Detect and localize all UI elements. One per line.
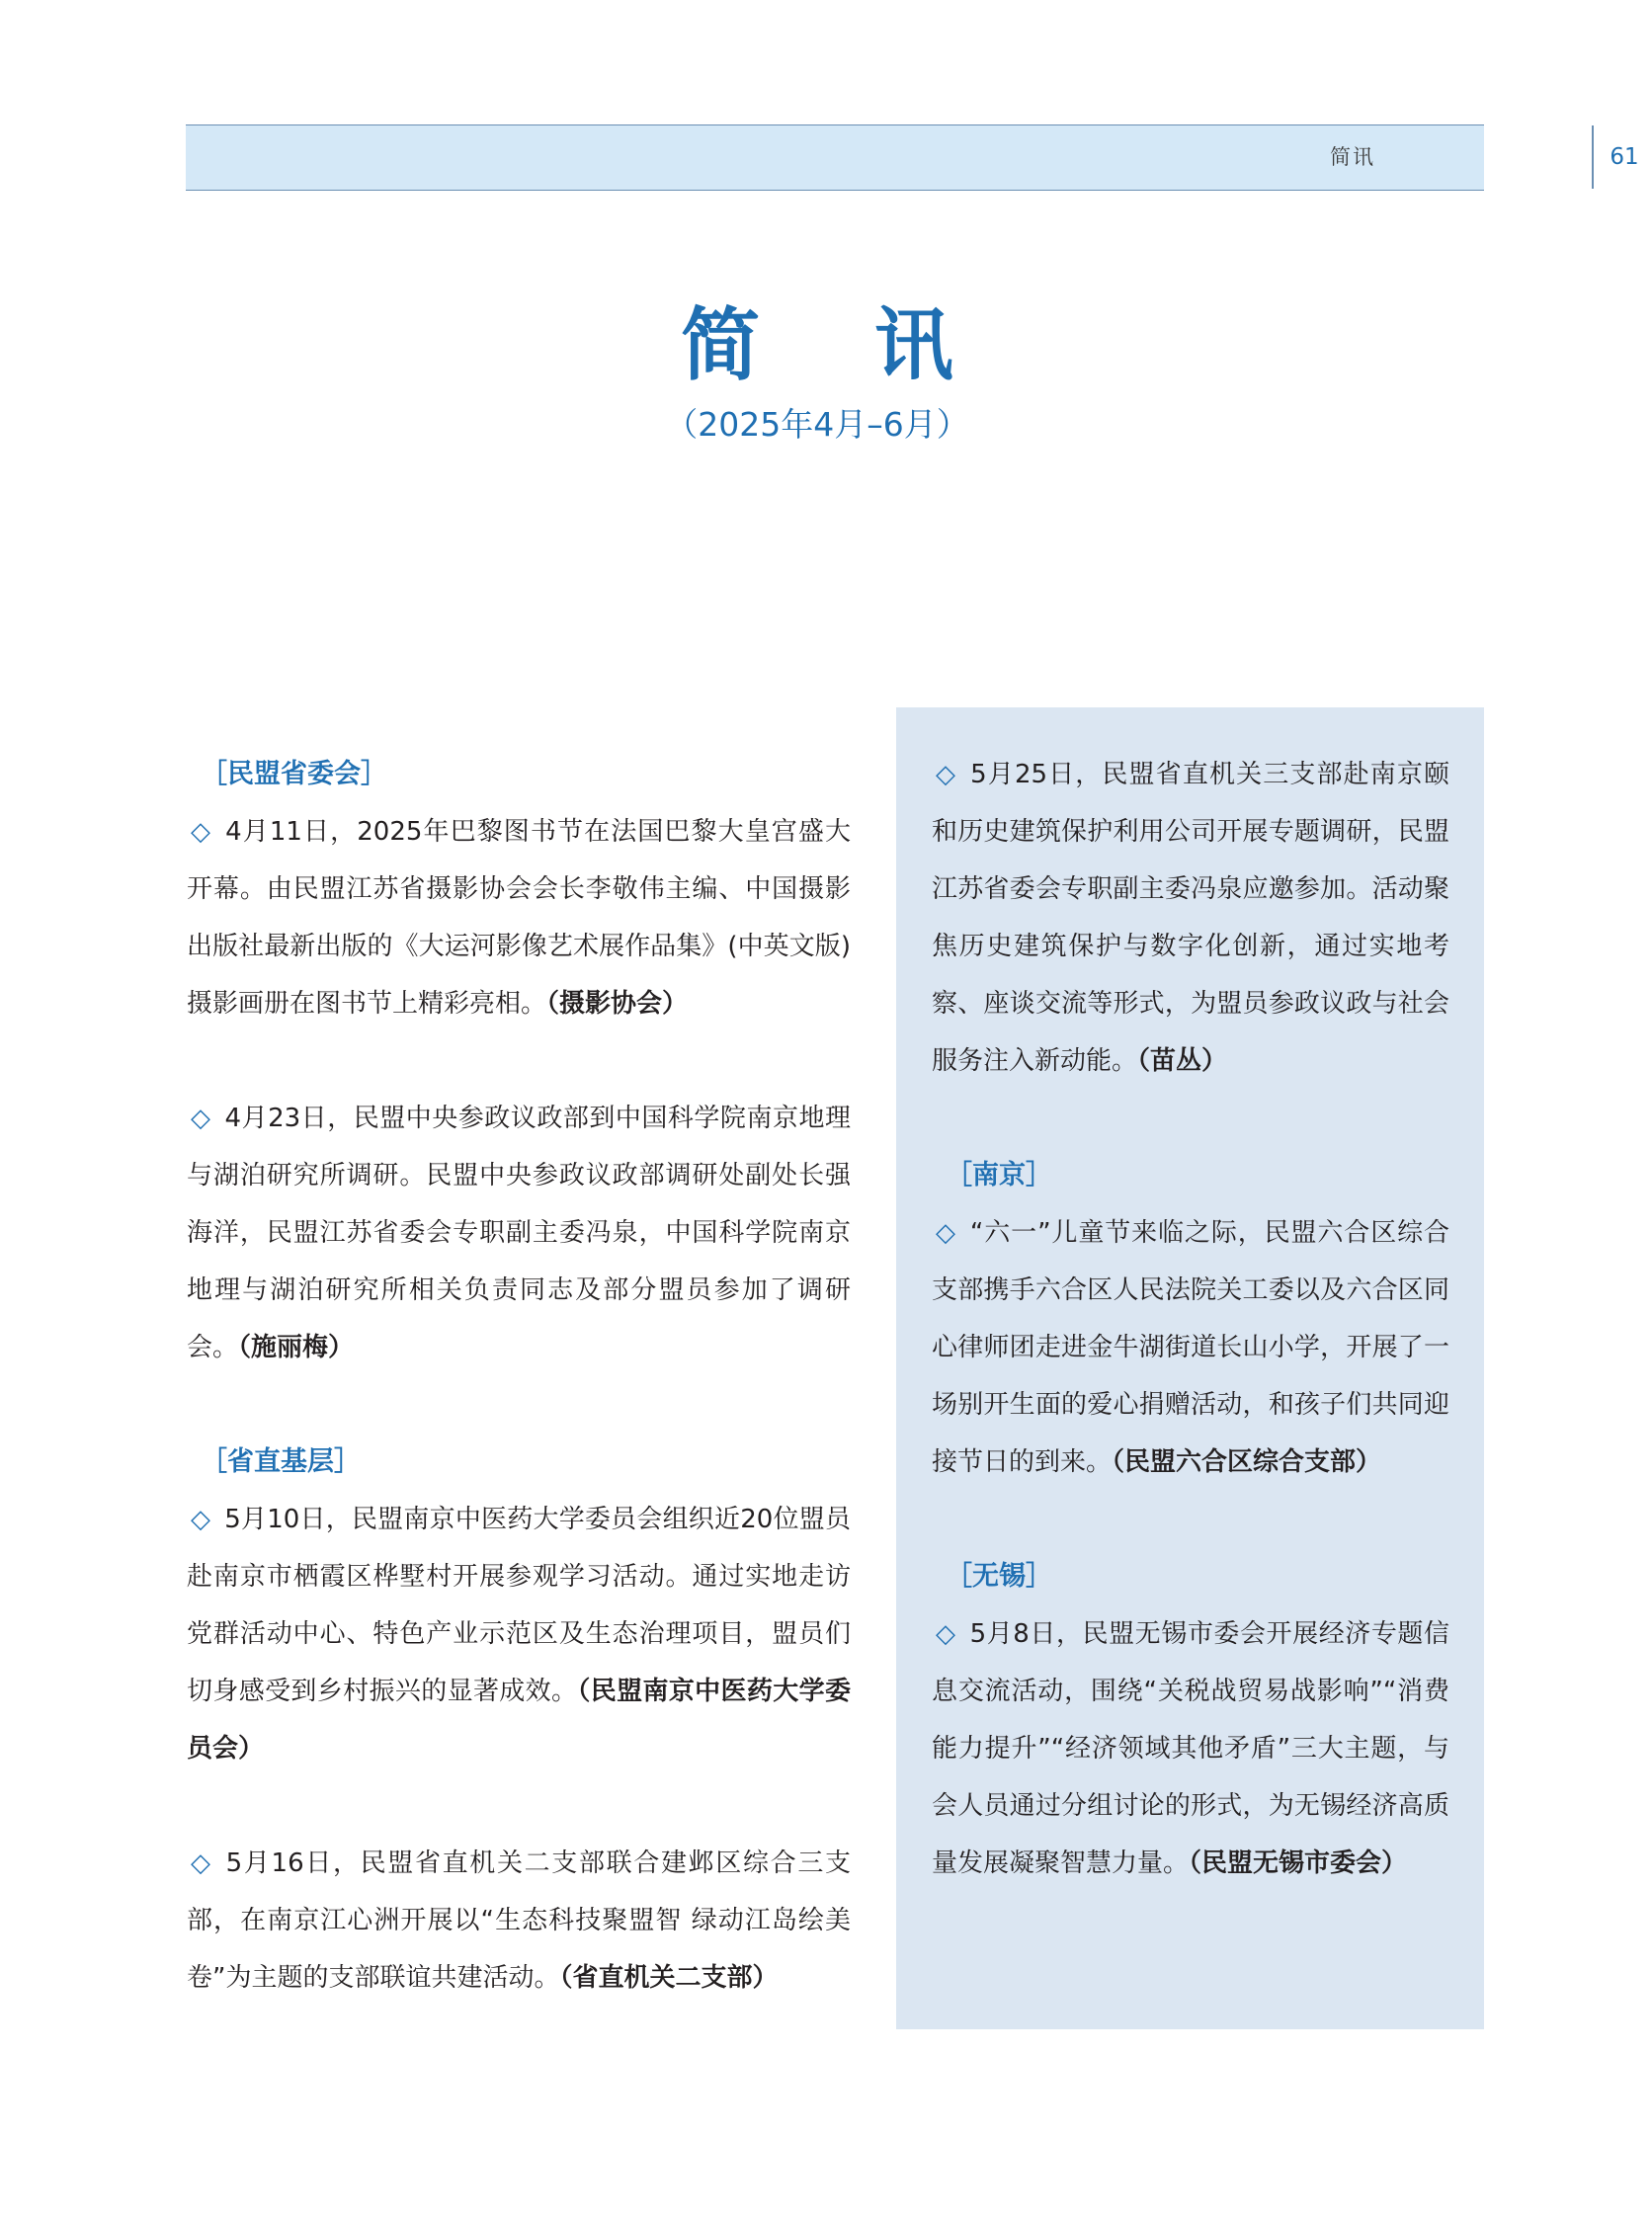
news-item-text: 5月8日，民盟无锡市委会开展经济专题信息交流活动，围绕“关税战贸易战影响”“消费能力提升”“经济领域其他矛盾”三大主题，与会人员通过分组讨论的形式，为无锡经济高质量发展凝聚智慧力量。 [932, 1619, 1449, 1878]
header-section-title: 简讯 [1330, 145, 1375, 169]
news-item [187, 803, 851, 1032]
section-heading: ［民盟省委会］ [201, 759, 387, 789]
news-item [187, 1090, 851, 1376]
running-header [186, 124, 1639, 191]
news-item [187, 1491, 851, 1777]
diamond-bullet-icon: ◇ [191, 817, 212, 847]
news-item-source: （民盟无锡市委会） [1189, 1848, 1408, 1878]
news-item-text: 5月10日，民盟南京中医药大学委员会组织近20位盟员赴南京市栖霞区桦墅村开展参观学习活动。通过实地走访党群活动中心、特色产业示范区及生态治理项目，盟员们切身感受到乡村振兴的显著成效。 [187, 1505, 851, 1706]
news-item [932, 1605, 1449, 1892]
diamond-bullet-icon: ◇ [191, 1104, 211, 1133]
diamond-bullet-icon: ◇ [936, 1218, 956, 1248]
header-divider [1592, 125, 1594, 189]
section-heading: ［南京］ [946, 1160, 1052, 1191]
news-item-text: 5月16日，民盟省直机关二支部联合建邺区综合三支部，在南京江心洲开展以“生态科技聚盟智 绿动江岛绘美卷”为主题的支部联谊共建活动。 [187, 1848, 851, 1993]
left-column [187, 746, 851, 2007]
news-item-source: （民盟六合区综合支部） [1112, 1447, 1382, 1477]
news-item-source: （省直机关二支部） [559, 1963, 779, 1993]
news-item-source: （苗丛） [1137, 1046, 1228, 1076]
news-item-source: （摄影协会） [546, 989, 689, 1019]
news-item-source: （民盟南京中医药大学委员会） [187, 1677, 851, 1764]
news-item-text: 5月25日，民盟省直机关三支部赴南京颐和历史建筑保护利用公司开展专题调研，民盟江苏省委会专职副主委冯泉应邀参加。活动聚焦历史建筑保护与数字化创新，通过实地考察、座谈交流等形式，为盟员参政议政与社会服务注入新动能。 [932, 760, 1449, 1076]
page-subtitle: （2025年4月–6月） [665, 405, 969, 444]
diamond-bullet-icon: ◇ [936, 760, 957, 789]
news-item-text: “六一”儿童节来临之际，民盟六合区综合支部携手六合区人民法院关工委以及六合区同心律师团走进金牛湖街道长山小学，开展了一场别开生面的爱心捐赠活动，和孩子们共同迎接节日的到来。 [932, 1218, 1449, 1477]
diamond-bullet-icon: ◇ [191, 1505, 211, 1534]
page-number: 61 [1610, 144, 1639, 170]
news-item [932, 746, 1449, 1090]
diamond-bullet-icon: ◇ [936, 1619, 956, 1649]
page-title: 简 讯 [681, 299, 997, 391]
news-item-text: 4月23日，民盟中央参政议政部到中国科学院南京地理与湖泊研究所调研。民盟中央参政议政部调研处副处长强海洋，民盟江苏省委会专职副主委冯泉，中国科学院南京地理与湖泊研究所相关负责同志及部分盟员参加了调研会。 [187, 1104, 851, 1362]
news-item [932, 1204, 1449, 1491]
news-item [187, 1835, 851, 2007]
right-column [932, 746, 1449, 1892]
section-heading: ［无锡］ [946, 1561, 1052, 1592]
news-item-text: 4月11日，2025年巴黎图书节在法国巴黎大皇宫盛大开幕。由民盟江苏省摄影协会会长李敬伟主编、中国摄影出版社最新出版的《大运河影像艺术展作品集》(中英文版)摄影画册在图书节上精彩亮相。 [187, 817, 852, 1019]
news-item-source: （施丽梅） [238, 1333, 355, 1362]
diamond-bullet-icon: ◇ [191, 1848, 212, 1878]
section-heading: ［省直基层］ [201, 1446, 361, 1477]
